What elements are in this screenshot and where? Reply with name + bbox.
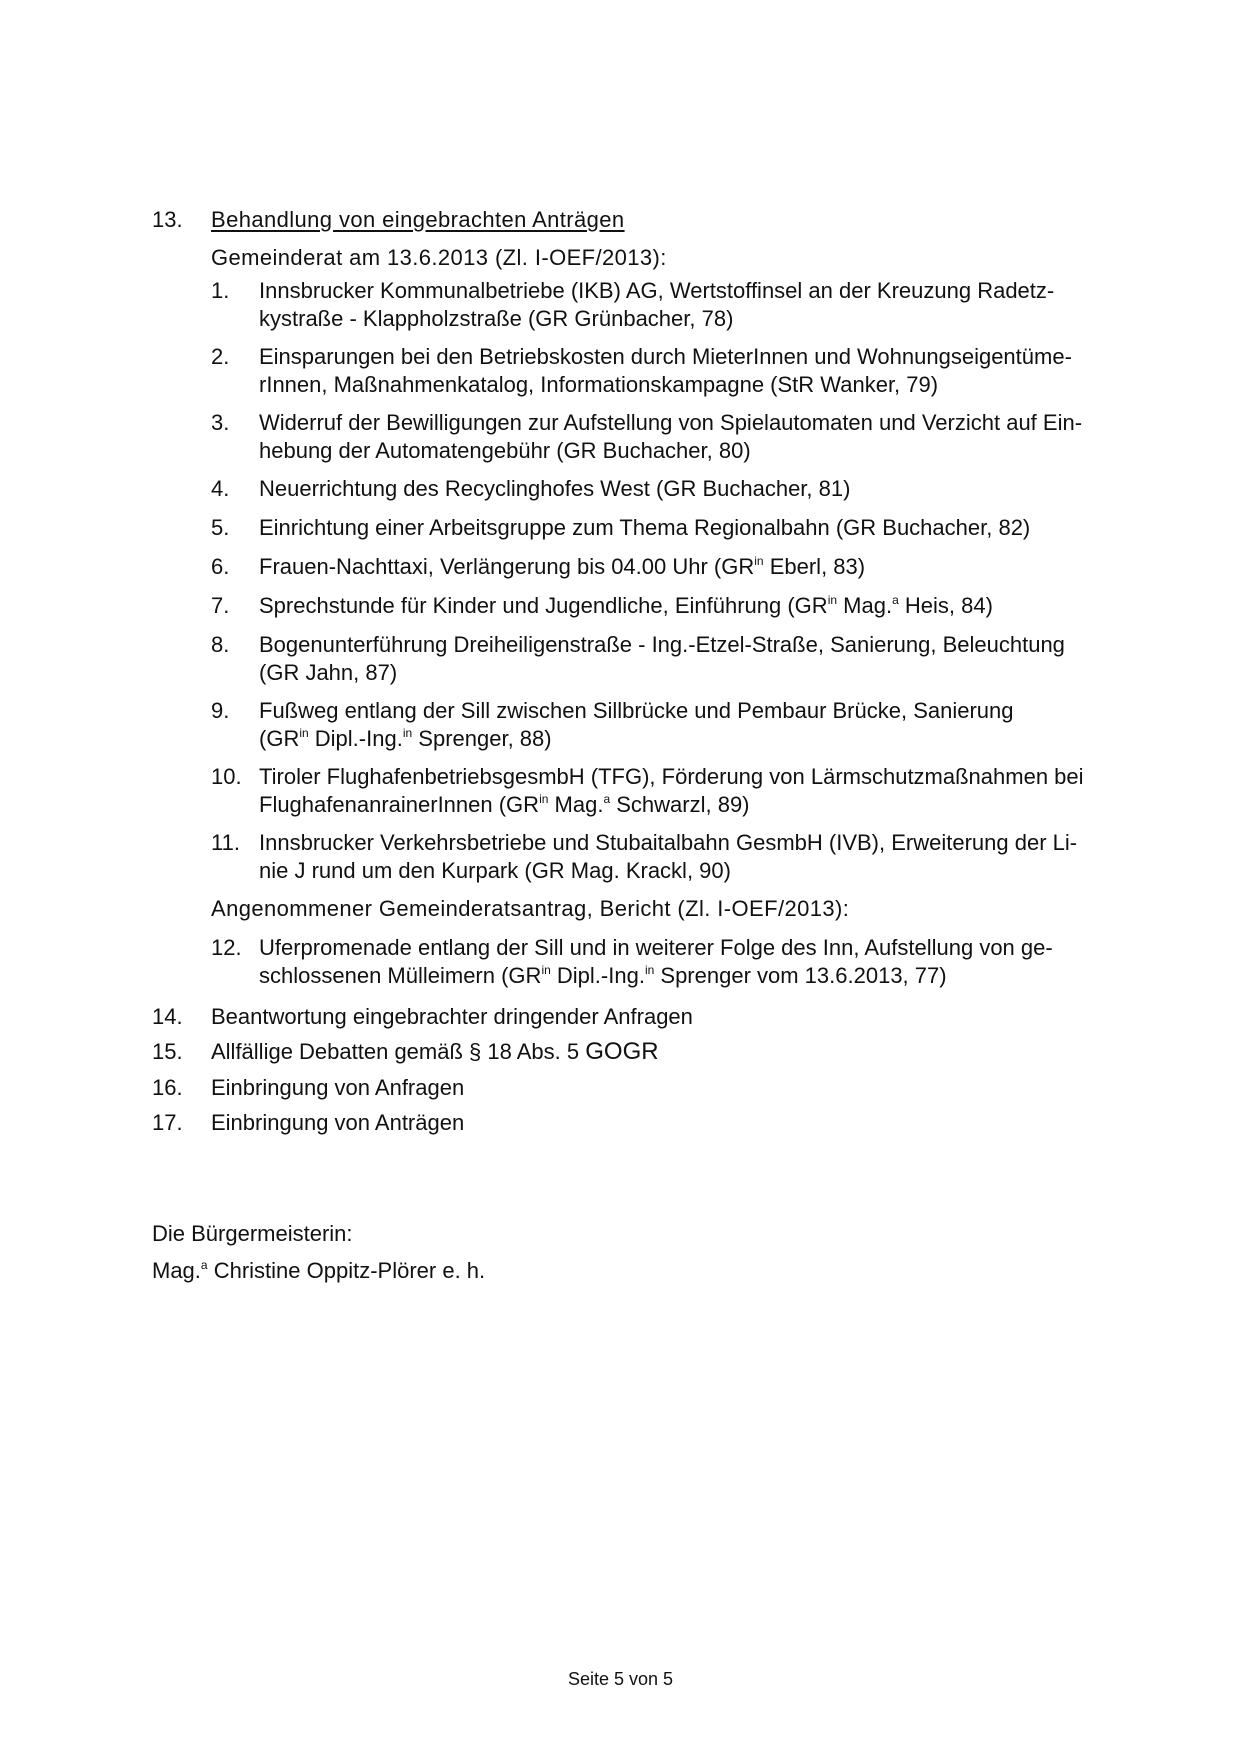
document-page: 13. Behandlung von eingebrachten Anträgen Gemeinderat am 13.6.2013 (Zl. I-OEF/2013): 1. Innsbrucker Kommunalbetriebe (IKB) AG, Wertstoffinsel an der Kreuzung Radetz- kystraße - Klappholzstraße (GR Grünbacher, 78) 2. Einsparungen bei den Betriebskosten durch MieterInnen und Wohnungseigentüme- rInnen, Maßnahmenkatalog, Informationskampagne (StR Wanker, 79) 3. Widerruf der Bewilligungen zur Aufstellung von Spielautomaten und Verzicht auf Ein- hebung der Automatengebühr (GR Buchacher, 80) 4. Neuerrichtung des Recyclinghofes West (GR Buchacher, 81) 5. Einrichtung einer Arbeitsgruppe zum Thema Regionalbahn (GR Buchacher, 82) 6. Frauen-Nachttaxi, Verlängerung bis 04.00 Uhr ($GR^{in}$ Eberl, 83) 7. Sprechstunde für Kinder und Jugendliche, Einführung ($GR^{in}$ Mag.$^a$ Heis, 84) 8. Bogenunterführung Dreiheiligenstraße - Ing.-Etzel-Straße, Sanierung, Beleuchtung (GR Jahn, 87) 9. Fußweg entlang der Sill zwischen Sillbrücke und Pembaur Brücke, Sanierung ($GR^{in}$ Dipl.-Ing.$^{in}$ Sprenger, 88) 10. Tiroler FlughafenbetriebsgesmbH (TFG), Förderung von Lärmschutzmaßnahmen bei FlughafenanrainerInnen ($GR^{in}$ Mag.$^a$ Schwarzl, 89) 11. Innsbrucker Verkehrsbetriebe und Stubaitalbahn GesmbH (IVB), Erweiterung der Li- nie J rund um den Kurpark (GR Mag. Krackl, 90) Angenommener Gemeinderatsantrag, Bericht (Zl. I-OEF/2013): 12. Uferpromenade entlang der Sill und in weiterer Folge des Inn, Aufstellung von ge- schlossenen Mülleimern ($GR^{in}$ Dipl.-Ing.$^{in}$ Sprenger vom 13.6.2013, 77) 14. Beantwortung eingebrachter dringender Anfragen 15. Allfällige Debatten gemäß § 18 Abs. 5 GOGR 16. Einbringung von Anfragen 17. Einbringung von Anträgen Die Bürgermeisterin: Mag.$^a$ Christine Oppitz-Plörer e. h. Seite 5 von 5 — [0, 0, 1241, 1754]
signature-name: Mag.$^a$ Christine Oppitz-Plörer e. h. — [152, 1258, 486, 1283]
section-13-subheading-2: Angenommener Gemeinderatsantrag, Bericht (Zl. I-OEF/2013): — [211, 896, 850, 921]
page-number: Seite 5 von 5 — [567, 1669, 674, 1689]
section-13-title: Behandlung von eingebrachten Anträgen — [211, 207, 625, 232]
section-16-number: 16. — [152, 1075, 183, 1100]
section-14-number: 14. — [152, 1004, 183, 1029]
section-17-number: 17. — [152, 1110, 183, 1135]
section-14-title: Beantwortung eingebrachter dringender Anfragen — [211, 1004, 693, 1029]
signature-role: Die Bürgermeisterin: — [152, 1221, 353, 1246]
section-15-number: 15. — [152, 1039, 183, 1064]
section-13-number: 13. — [152, 207, 183, 232]
section-15-title: Allfällige Debatten gemäß § 18 Abs. 5 GOGR — [211, 1038, 659, 1065]
section-16-title: Einbringung von Anfragen — [211, 1075, 465, 1100]
section-13-subheading: Gemeinderat am 13.6.2013 (Zl. I-OEF/2013): — [211, 245, 667, 270]
section-17-title: Einbringung von Anträgen — [211, 1110, 465, 1135]
